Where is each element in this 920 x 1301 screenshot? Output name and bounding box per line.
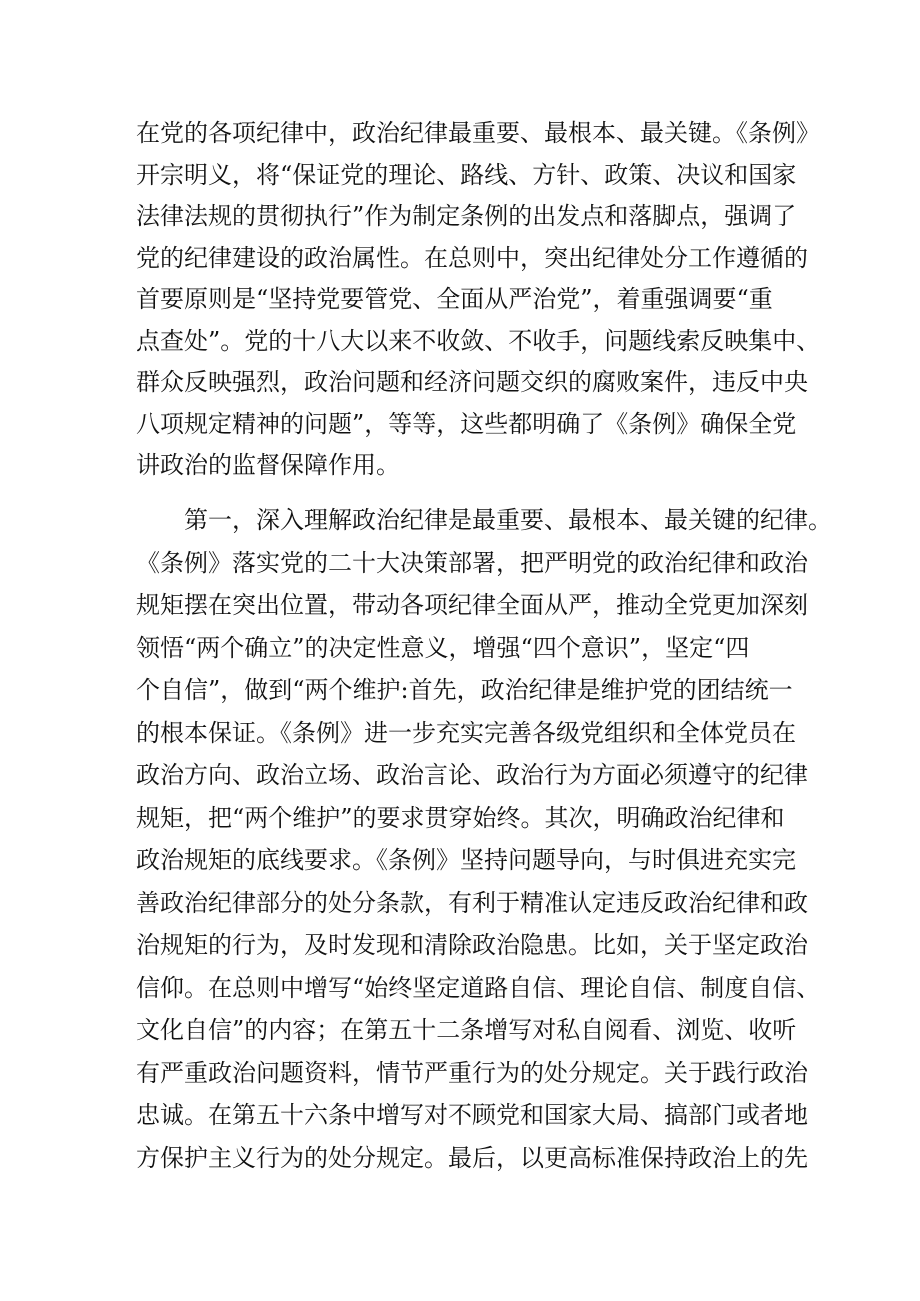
paragraph-2-line-11: 治规矩的行为，及时发现和清除政治隐患。比如，关于坚定政治 [136, 931, 808, 959]
paragraph-2-line-2: 《条例》落实党的二十大决策部署，把严明党的政治纪律和政治 [136, 549, 808, 577]
paragraph-2-line-16: 方保护主义行为的处分规定。最后，以更高标准保持政治上的先 [136, 1144, 808, 1172]
paragraph-2-line-1: 第一，深入理解政治纪律是最重要、最根本、最关键的纪律。 [184, 506, 832, 534]
paragraph-2-line-15: 忠诚。在第五十六条中增写对不顾党和国家大局、搞部门或者地 [136, 1101, 808, 1129]
paragraph-1-line-1: 在党的各项纪律中，政治纪律最重要、最根本、最关键。《条例》 [136, 119, 820, 147]
paragraph-2-line-14: 有严重政治问题资料，情节严重行为的处分规定。关于践行政治 [136, 1059, 808, 1087]
paragraph-2-line-3: 规矩摆在突出位置，带动各项纪律全面从严，推动全党更加深刻 [136, 591, 808, 619]
paragraph-1-line-7: 群众反映强烈，政治问题和经济问题交织的腐败案件，违反中央 [136, 368, 808, 396]
paragraph-2-line-9: 政治规矩的底线要求。《条例》坚持问题导向，与时俱进充实完 [136, 846, 796, 874]
paragraph-2-line-7: 政治方向、政治立场、政治言论、政治行为方面必须遵守的纪律 [136, 761, 808, 789]
paragraph-1-line-8: 八项规定精神的问题”，等等，这些都明确了《条例》确保全党 [136, 410, 797, 438]
paragraph-2-line-12: 信仰。在总则中增写“始终坚定道路自信、理论自信、制度自信、 [136, 974, 821, 1002]
paragraph-2-line-4: 领悟“两个确立”的决定性意义，增强“四个意识”，坚定“四 [136, 634, 750, 662]
paragraph-2-line-13: 文化自信”的内容；在第五十二条增写对私自阅看、浏览、收听 [136, 1016, 797, 1044]
paragraph-1-line-3: 法律法规的贯彻执行”作为制定条例的出发点和落脚点，强调了 [136, 202, 797, 230]
paragraph-2-line-8: 规矩，把“两个维护”的要求贯穿始终。其次，明确政治纪律和 [136, 804, 785, 832]
paragraph-2-line-10: 善政治纪律部分的处分条款，有利于精准认定违反政治纪律和政 [136, 889, 808, 917]
paragraph-1-line-6: 点查处”。党的十八大以来不收敛、不收手，问题线索反映集中、 [136, 327, 821, 355]
paragraph-2-line-5: 个自信”，做到“两个维护:首先，政治纪律是维护党的团结统一 [136, 676, 793, 704]
paragraph-1-line-5: 首要原则是“坚持党要管党、全面从严治党”，着重强调要“重 [136, 285, 773, 313]
paragraph-1-line-9: 讲政治的监督保障作用。 [136, 451, 400, 479]
paragraph-1-line-4: 党的纪律建设的政治属性。在总则中，突出纪律处分工作遵循的 [136, 244, 808, 272]
paragraph-2-line-6: 的根本保证。《条例》进一步充实完善各级党组织和全体党员在 [136, 719, 796, 747]
paragraph-1-line-2: 开宗明义，将“保证党的理论、路线、方针、政策、决议和国家 [136, 161, 797, 189]
